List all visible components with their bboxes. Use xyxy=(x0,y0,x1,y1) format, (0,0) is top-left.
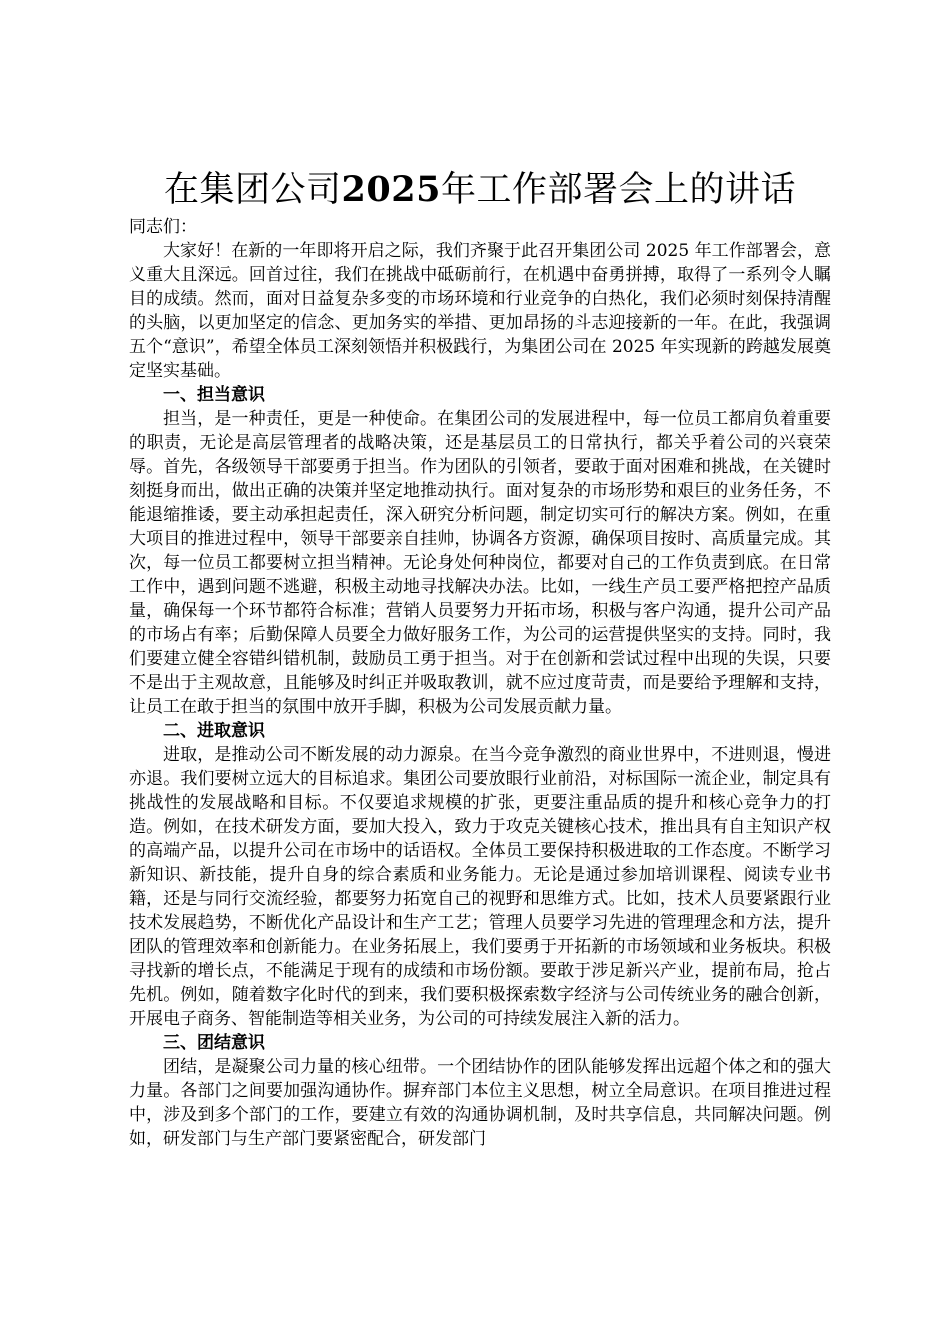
section-heading-unity: 三、团结意识 xyxy=(163,1033,265,1053)
section-heading-enterprise: 二、进取意识 xyxy=(163,721,265,741)
salutation: 同志们： xyxy=(129,217,197,237)
section-heading-responsibility: 一、担当意识 xyxy=(163,385,265,405)
intro-paragraph: 大家好！在新的一年即将开启之际，我们齐聚于此召开集团公司 2025 年工作部署会，意义重大且深远。回首过往，我们在挑战中砥砺前行，在机遇中奋勇拼搏，取得了一系列令人瞩目的成绩。然而，面对日益复杂多变的市场环境和行业竞争的白热化，我们必须时刻保持清醒的头脑，以更加坚定的信念、更加务实的举措、更加昂扬的斗志迎接新的一年。在此，我强调五个“意识”，希望全体员工深刻领悟并积极践行，为集团公司在 2025 年实现新的跨越发展奠定坚实基础。 xyxy=(129,241,831,381)
title-year: 2025 xyxy=(341,169,441,210)
section-body-enterprise: 进取，是推动公司不断发展的动力源泉。在当今竞争激烈的商业世界中，不进则退，慢进亦退。我们要树立远大的目标追求。集团公司要放眼行业前沿，对标国际一流企业，制定具有挑战性的发展战略和目标。不仅要追求规模的扩张，更要注重品质的提升和核心竞争力的打造。例如，在技术研发方面，要加大投入，致力于攻克关键核心技术，推出具有自主知识产权的高端产品，以提升公司在市场中的话语权。全体员工要保持积极进取的工作态度。不断学习新知识、新技能，提升自身的综合素质和业务能力。无论是通过参加培训课程、阅读专业书籍，还是与同行交流经验，都要努力拓宽自己的视野和思维方式。比如，技术人员要紧跟行业技术发展趋势，不断优化产品设计和生产工艺；管理人员要学习先进的管理理念和方法，提升团队的管理效率和创新能力。在业务拓展上，我们要勇于开拓新的市场领域和业务板块。积极寻找新的增长点，不能满足于现有的成绩和市场份额。要敢于涉足新兴产业，提前布局，抢占先机。例如，随着数字化时代的到来，我们要积极探索数字经济与公司传统业务的融合创新，开展电子商务、智能制造等相关业务，为公司的可持续发展注入新的活力。 xyxy=(129,745,831,1029)
section-body-responsibility: 担当，是一种责任，更是一种使命。在集团公司的发展进程中，每一位员工都肩负着重要的职责，无论是高层管理者的战略决策，还是基层员工的日常执行，都关乎着公司的兴衰荣辱。首先，各级领导干部要勇于担当。作为团队的引领者，要敢于面对困难和挑战，在关键时刻挺身而出，做出正确的决策并坚定地推动执行。面对复杂的市场形势和艰巨的业务任务，不能退缩推诿，要主动承担起责任，深入研究分析问题，制定切实可行的解决方案。例如，在重大项目的推进过程中，领导干部要亲自挂帅，协调各方资源，确保项目按时、高质量完成。其次，每一位员工都要树立担当精神。无论身处何种岗位，都要对自己的工作负责到底。在日常工作中，遇到问题不逃避，积极主动地寻找解决办法。比如，一线生产员工要严格把控产品质量，确保每一个环节都符合标准；营销人员要努力开拓市场，积极与客户沟通，提升公司产品的市场占有率；后勤保障人员要全力做好服务工作，为公司的运营提供坚实的支持。同时，我们要建立健全容错纠错机制，鼓励员工勇于担当。对于在创新和尝试过程中出现的失误，只要不是出于主观故意，且能够及时纠正并吸取教训，就不应过度苛责，而是要给予理解和支持，让员工在敢于担当的氛围中放开手脚，积极为公司发展贡献力量。 xyxy=(129,409,831,717)
title-prefix: 在集团公司 xyxy=(164,170,342,210)
section-body-unity: 团结，是凝聚公司力量的核心纽带。一个团结协作的团队能够发挥出远超个体之和的强大力量。各部门之间要加强沟通协作。摒弃部门本位主义思想，树立全局意识。在项目推进过程中，涉及到多个部门的工作，要建立有效的沟通协调机制，及时共享信息，共同解决问题。例如，研发部门与生产部门要紧密配合，研发部门 xyxy=(129,1057,831,1149)
document-title xyxy=(129,165,831,215)
title-suffix: 年工作部署会上的讲话 xyxy=(440,170,796,210)
document-body xyxy=(129,165,831,1151)
